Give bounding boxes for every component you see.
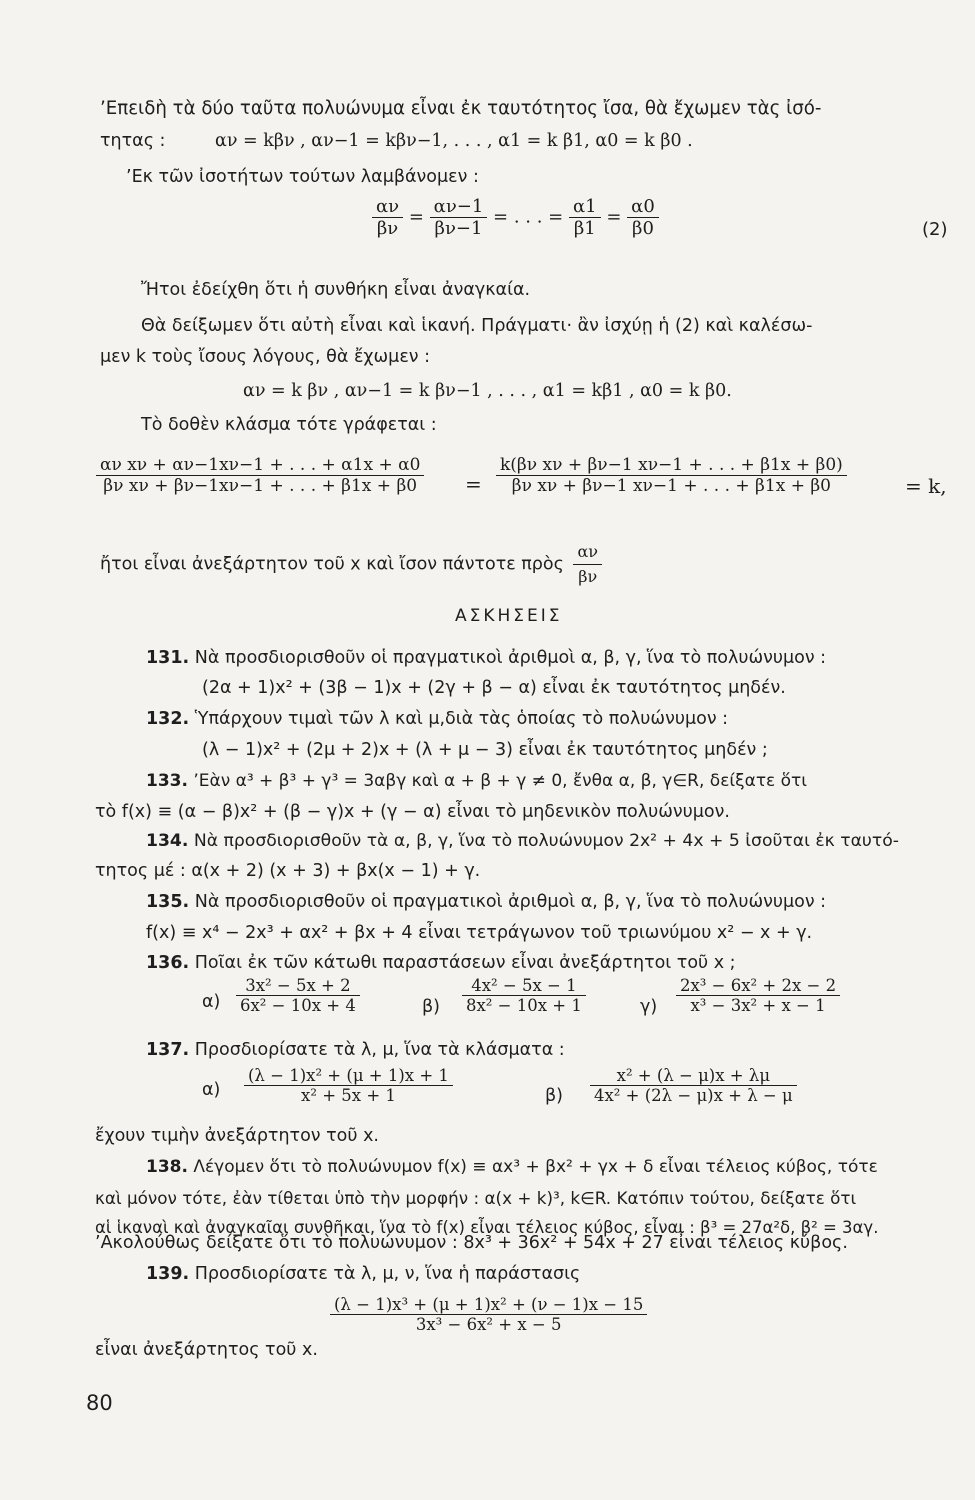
eq2-fraction-1: $\frac{\alpha\nu}{\beta\nu}$ bbox=[372, 196, 403, 239]
big-fraction-right bbox=[496, 455, 847, 496]
intro-line-1: ’Επειδὴ τὰ δύο ταῦτα πολυώνυμα εἶναι ἐκ ταυτότητος ἴσα, θὰ ἔχωμεν τὰς ἰσό- bbox=[100, 98, 822, 119]
intro-line-2 bbox=[100, 129, 693, 153]
intro-line-5: Θὰ δείξωμεν ὅτι αὐτὴ εἶναι καὶ ἱκανή. Πράγματι· ἂν ἰσχύῃ ἡ (2) καὶ καλέσω- bbox=[141, 316, 813, 336]
intro-line-4: Ἤτοι ἐδείχθη ὅτι ἡ συνθήκη εἶναι ἀναγκαία. bbox=[141, 280, 531, 300]
exercise-133-line-2: τὸ f(x) ≡ (α − β)x² + (β − γ)x + (γ − α) εἶναι τὸ μηδενικὸν πολυώνυμον. bbox=[95, 802, 730, 822]
big-left-denominator: βν xν + βν−1xν−1 + . . . + β1x + β0 bbox=[103, 476, 418, 496]
exercise-138-line-1 bbox=[146, 1155, 878, 1179]
exercise-136-number: 136. bbox=[146, 953, 190, 973]
eq2-dots: = . . . = bbox=[493, 206, 564, 228]
big-right-numerator: k(βν xν + βν−1 xν−1 + . . . + β1x + β0) bbox=[496, 455, 847, 476]
exercise-136-fraction-b: $\frac{\text{4x² − 5x − 1}}{\text{8x² − 10x + 1}}$ bbox=[462, 976, 586, 1015]
exercise-139-line-2: εἶναι ἀνεξάρτητος τοῦ x. bbox=[95, 1340, 318, 1360]
intro-line-2-math: αν = kβν , αν−1 = kβν−1, . . . , α1 = k β1, α0 = k β0 . bbox=[215, 131, 693, 151]
exercise-137-label-a: α) bbox=[202, 1080, 221, 1100]
exercise-136-label-b: β) bbox=[422, 997, 440, 1017]
exercise-137-fraction-a: $\frac{\text{(λ − 1)x² + (μ + 1)x + 1}}{\text{x² + 5x + 1}}$ bbox=[244, 1066, 453, 1105]
intro-line-6: μεν k τοὺς ἴσους λόγους, θὰ ἔχωμεν : bbox=[100, 347, 431, 367]
exercise-135-line-2: f(x) ≡ x⁴ − 2x³ + αx² + βx + 4 εἶναι τετράγωνον τοῦ τριωνύμου x² − x + γ. bbox=[146, 923, 813, 943]
exercise-136-label-a: α) bbox=[202, 992, 221, 1012]
intro-line-9-text: ἤτοι εἶναι ἀνεξάρτητον τοῦ x καὶ ἴσον πάντοτε πρὸς bbox=[100, 554, 564, 575]
intro-line-2-text: τητας : bbox=[100, 131, 166, 151]
equation-label-2: (2) bbox=[922, 219, 948, 240]
exercise-135-number: 135. bbox=[146, 892, 190, 912]
exercise-136-text: Ποῖαι ἐκ τῶν κάτωθι παραστάσεων εἶναι ἀνεξάρτητοι τοῦ x ; bbox=[194, 953, 736, 973]
exercise-139-text: Προσδιορίσατε τὰ λ, μ, ν, ἵνα ἡ παράστασις bbox=[194, 1264, 581, 1284]
exercise-139-fraction: $\frac{\text{(λ − 1)x³ + (μ + 1)x² + (ν − 1)x − 15}}{\text{3x³ − 6x² + x − 5}}$ bbox=[330, 1295, 647, 1334]
exercise-137-number: 137. bbox=[146, 1040, 190, 1060]
exercise-139-number: 139. bbox=[146, 1264, 190, 1284]
exercise-133-text: ’Εὰν α³ + β³ + γ³ = 3αβγ καὶ α + β + γ ≠ 0, ἔνθα α, β, γ∈R, δείξατε ὅτι bbox=[193, 771, 808, 791]
exercise-131-line-1 bbox=[146, 646, 826, 670]
intro-line-9-fraction: $\frac{\alpha\nu}{\beta\nu}$ bbox=[573, 540, 602, 589]
eq2-fraction-3: $\frac{\alpha 1}{\beta 1}$ bbox=[569, 196, 601, 239]
intro-line-8: Τὸ δοθὲν κλάσμα τότε γράφεται : bbox=[141, 415, 437, 435]
exercise-133-number: 133. bbox=[146, 771, 188, 791]
exercise-138-line-4: ’Ακολούθως δείξατε ὅτι τὸ πολυώνυμον : 8x³ + 36x² + 54x + 27 εἶναι τέλειος κύβος. bbox=[95, 1233, 848, 1253]
exercise-132-number: 132. bbox=[146, 709, 190, 729]
exercise-134-line-1 bbox=[146, 829, 899, 853]
exercise-138-line-2: καὶ μόνον τότε, ἐὰν τίθεται ὑπὸ τὴν μορφήν : α(x + k)³, k∈R. Κατόπιν τούτου, δείξατε ὅτι bbox=[95, 1188, 857, 1208]
exercises-heading: ΑΣΚΗΣΕΙΣ bbox=[455, 606, 563, 626]
exercise-137-text: Προσδιορίσατε τὰ λ, μ, ἵνα τὰ κλάσματα : bbox=[194, 1040, 565, 1060]
exercise-134-line-2: τητος μέ : α(x + 2) (x + 3) + βx(x − 1) + γ. bbox=[95, 861, 481, 881]
exercise-131-text: Νὰ προσδιορισθοῦν οἱ πραγματικοὶ ἀριθμοὶ α, β, γ, ἵνα τὸ πολυώνυμον : bbox=[194, 648, 827, 668]
exercise-138-line-3: αἱ ἱκαναὶ καὶ ἀναγκαῖαι συνθῆκαι, ἵνα τὸ f(x) εἶναι τέλειος κύβος, εἶναι : β³ = 27α²δ, β² = 3αγ. bbox=[95, 1218, 879, 1237]
eq2-fraction-4: $\frac{\alpha 0}{\beta 0}$ bbox=[627, 196, 659, 239]
exercise-139-line-1 bbox=[146, 1262, 580, 1286]
big-right-denominator: βν xν + βν−1 xν−1 + . . . + β1x + β0 bbox=[511, 476, 831, 496]
exercise-138-number: 138. bbox=[146, 1157, 188, 1177]
exercise-136-label-c: γ) bbox=[640, 997, 658, 1017]
exercise-137-line-2: ἔχουν τιμὴν ἀνεξάρτητον τοῦ x. bbox=[95, 1126, 379, 1146]
exercise-131-number: 131. bbox=[146, 648, 190, 668]
exercise-136-fraction-a: $\frac{\text{3x² − 5x + 2}}{\text{6x² − 10x + 4}}$ bbox=[236, 976, 360, 1015]
equation-2: $\frac{\alpha\nu}{\beta\nu}$ = $\frac{\alpha\nu-1}{\beta\nu-1}$ = . . . = $\frac{\alpha 1}{\beta 1}$ = $\frac{\alpha 0}{\beta 0}$ bbox=[372, 196, 659, 239]
exercise-132-text: Ὑπάρχουν τιμαὶ τῶν λ καὶ μ,διὰ τὰς ὁποίας τὸ πολυώνυμον : bbox=[194, 709, 729, 729]
exercise-134-number: 134. bbox=[146, 831, 189, 851]
big-equals: = bbox=[465, 472, 482, 496]
exercise-131-line-2: (2α + 1)x² + (3β − 1)x + (2γ + β − α) εἶναι ἐκ ταυτότητος μηδέν. bbox=[202, 678, 786, 698]
big-fraction-left bbox=[96, 455, 424, 496]
eq2-fraction-2: $\frac{\alpha\nu-1}{\beta\nu-1}$ bbox=[430, 196, 488, 239]
exercise-132-line-1 bbox=[146, 707, 728, 731]
exercise-135-line-1 bbox=[146, 890, 826, 914]
exercise-137-fraction-b: $\frac{\text{x² + (λ − μ)x + λμ}}{\text{4x² + (2λ − μ)x + λ − μ}}$ bbox=[590, 1066, 797, 1105]
exercise-138-text: Λέγομεν ὅτι τὸ πολυώνυμον f(x) ≡ αx³ + βx² + γx + δ εἶναι τέλειος κύβος, τότε bbox=[193, 1157, 878, 1177]
big-result: = k, bbox=[905, 474, 947, 498]
exercise-136-fraction-c: $\frac{\text{2x³ − 6x² + 2x − 2}}{\text{x³ − 3x² + x − 1}}$ bbox=[676, 976, 840, 1015]
exercise-136-line-1 bbox=[146, 951, 736, 975]
intro-line-9 bbox=[100, 540, 602, 589]
exercise-137-line-1 bbox=[146, 1038, 565, 1062]
exercise-132-line-2: (λ − 1)x² + (2μ + 2)x + (λ + μ − 3) εἶναι ἐκ ταυτότητος μηδέν ; bbox=[202, 740, 768, 760]
exercise-135-text: Νὰ προσδιορισθοῦν οἱ πραγματικοὶ ἀριθμοὶ α, β, γ, ἵνα τὸ πολυώνυμον : bbox=[194, 892, 827, 912]
exercise-134-text: Νὰ προσδιορισθοῦν τὰ α, β, γ, ἵνα τὸ πολυώνυμον 2x² + 4x + 5 ἰσοῦται ἐκ ταυτό- bbox=[193, 831, 899, 851]
page-number: 80 bbox=[86, 1391, 113, 1415]
exercise-137-label-b: β) bbox=[545, 1086, 563, 1106]
big-left-numerator: αν xν + αν−1xν−1 + . . . + α1x + α0 bbox=[96, 455, 424, 476]
intro-line-7: αν = k βν , αν−1 = k βν−1 , . . . , α1 = kβ1 , α0 = k β0. bbox=[243, 381, 732, 401]
intro-line-3: ’Εκ τῶν ἰσοτήτων τούτων λαμβάνομεν : bbox=[126, 167, 479, 187]
exercise-133-line-1 bbox=[146, 769, 807, 793]
